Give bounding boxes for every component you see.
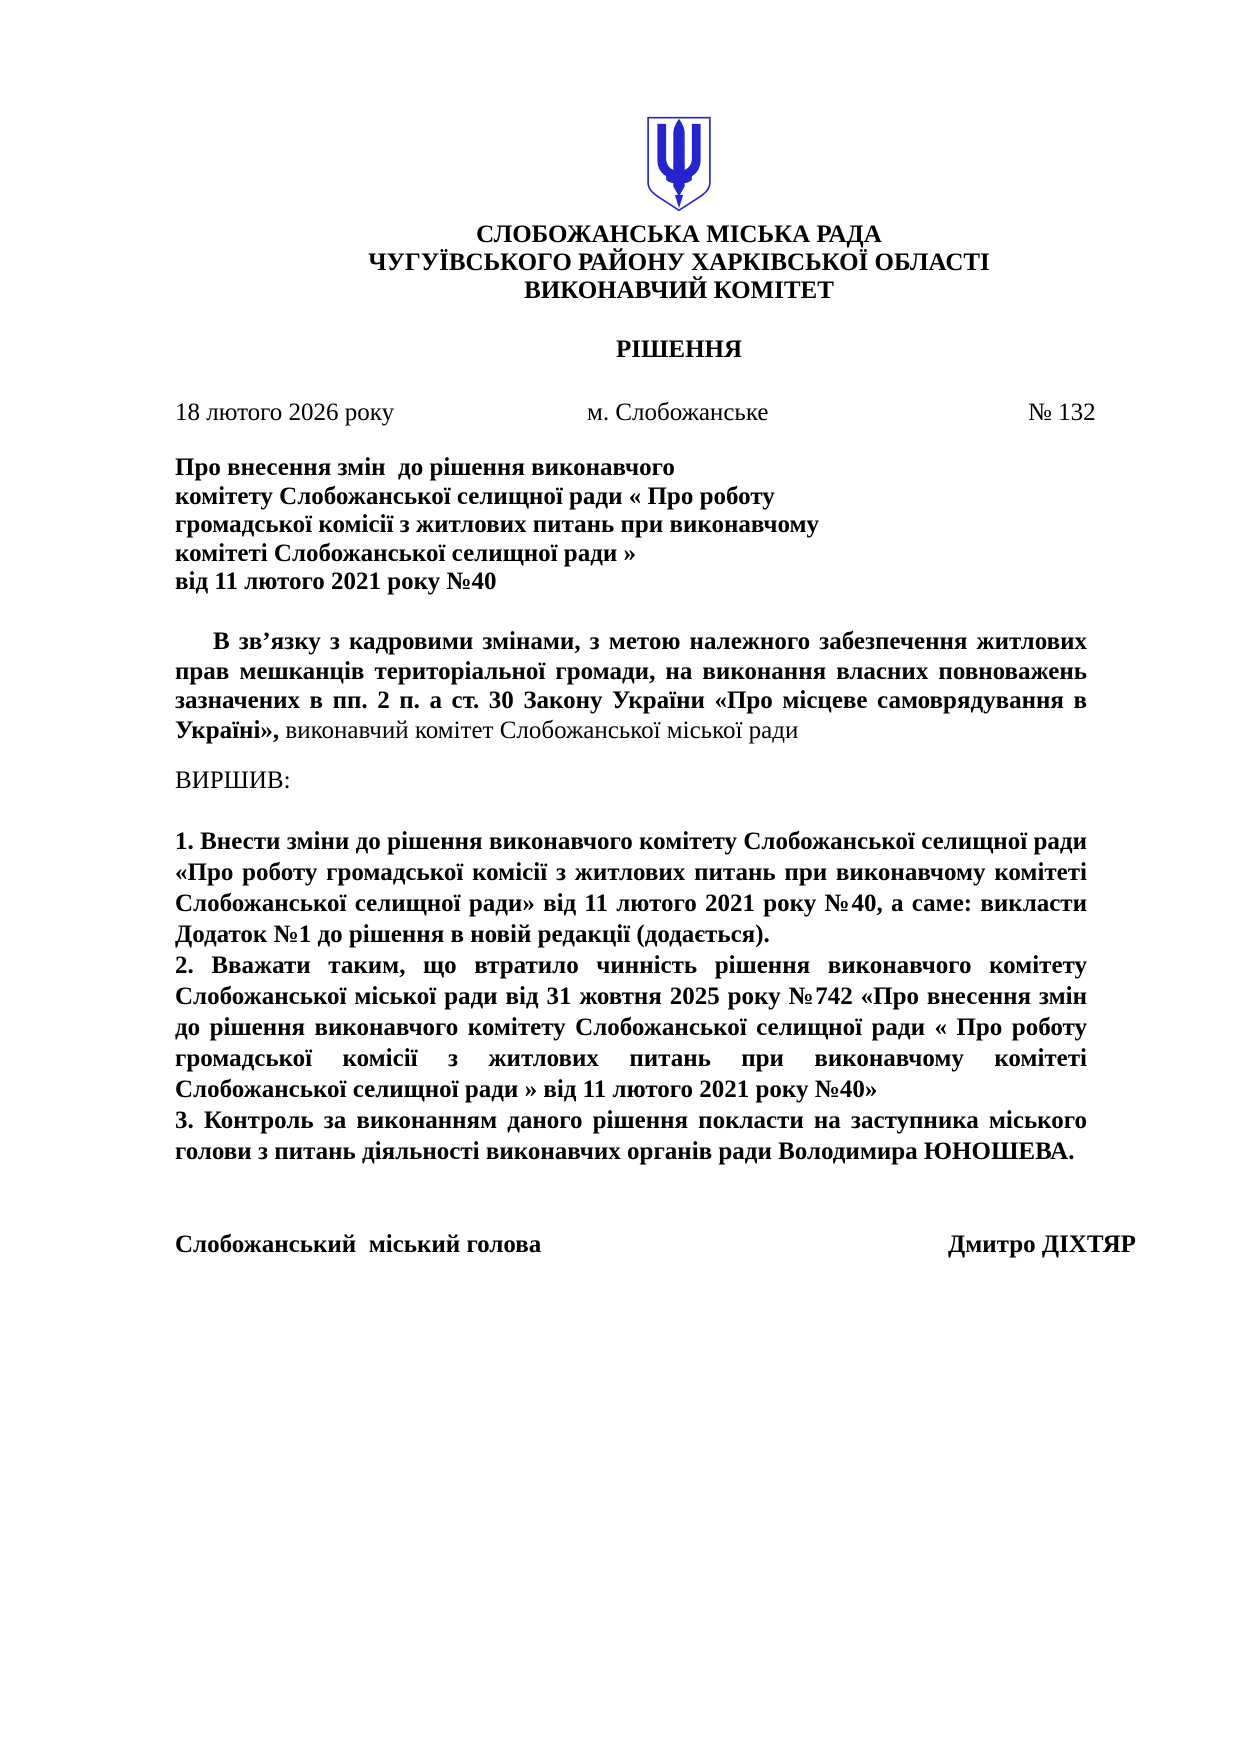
org-name-line3: ВИКОНАВЧИЙ КОМІТЕТ [524,277,834,304]
document-number: № 132 [1028,399,1096,426]
resolution-item-2: 2. Вважати таким, що втратило чинність рішення виконавчого комітету Слобожанської міської ради від 31 жовтня 2025 року №742 «Про внесення змін до рішення виконавчого комітету Слобожанської селищної ради « Про роботу громадської комісії з житлових питань при виконавчому комітеті Слобожанської селищної ради » від 11 лютого 2021 року №40» [175,952,1087,1103]
document-type-title: РІШЕННЯ [615,336,743,363]
signature-name: Дмитро ДІХТЯР [948,1231,1136,1258]
resolution-item-3: 3. Контроль за виконанням даного рішення покласти на заступника міського голови з питань діяльності виконавчих органів ради Володимира ЮНОШЕВА. [175,1107,1087,1165]
subject-line: комітеті Слобожанської селищної ради » [175,539,637,567]
subject-line: комітету Слобожанської селищної ради « Про роботу [175,482,775,510]
resolved-label: ВИРШИВ: [175,767,291,794]
resolution-item-1: 1. Внести зміни до рішення виконавчого комітету Слобожанської селищної ради «Про роботу громадської комісії з житлових питань при виконавчому комітеті Слобожанської селищної ради» від 11 лютого 2021 року №40, а саме: викласти Додаток №1 до рішення в новій редакції (додається). [175,828,1087,948]
intro-regular-text: виконавчий комітет Слобожанської міської ради [279,716,799,744]
subject-line: Про внесення змін до рішення виконавчого [175,454,675,481]
org-header [349,221,1009,305]
resolution-items [175,826,1087,1167]
signature-title: Слобожанський міський голова [175,1231,542,1258]
intro-bold-text: В зв’язку з кадровими змінами, з метою належного забезпечення житлових прав мешканців територіальної громади, на виконання власних повноважень зазначених в пп. 2 п. а ст. 30 Закону України «Про місцеве самоврядування в Україні», [175,628,1087,744]
subject-line: громадської комісії з житлових питань при виконавчому [175,511,820,538]
ukraine-trident-emblem-icon [644,114,714,214]
intro-paragraph [175,627,1087,745]
document-date: 18 лютого 2026 року [175,399,395,426]
meta-row [0,399,1240,429]
org-name-line2: ЧУГУЇВСЬКОГО РАЙОНУ ХАРКІВСЬКОЇ ОБЛАСТІ [368,249,990,276]
document-subject [175,454,875,597]
signature-row [0,1231,1240,1263]
document-place: м. Слобожанське [587,399,769,426]
subject-line: від 11 лютого 2021 року №40 [175,568,497,595]
org-name-line1: СЛОБОЖАНСЬКА МІСЬКА РАДА [476,221,882,248]
